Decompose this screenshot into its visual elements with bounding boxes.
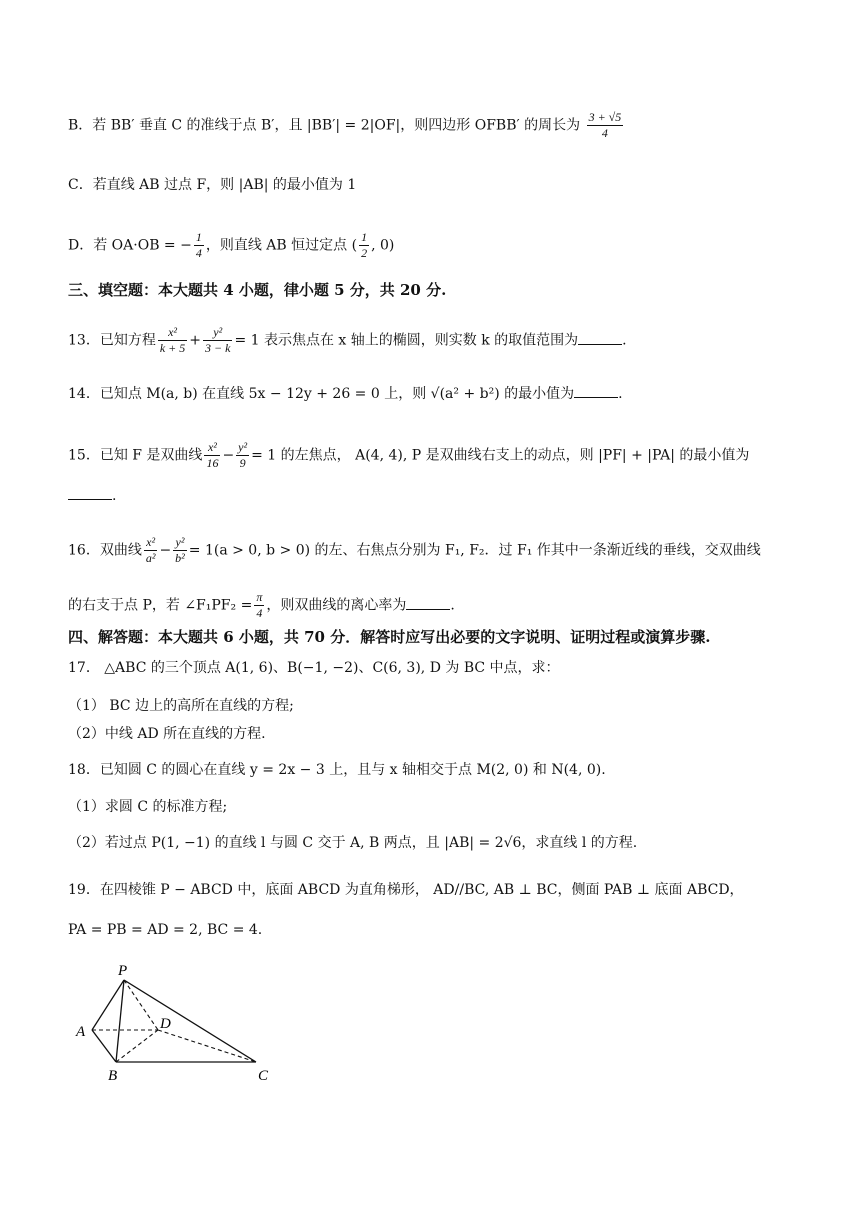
q14-end: . [618, 386, 623, 402]
edge-pc [124, 980, 256, 1062]
frac-den: 2 [361, 246, 368, 260]
label-d: D [160, 1016, 171, 1032]
q13-fraction-1 [158, 325, 187, 356]
option-b-text: B．若 BB′ 垂直 C 的准线于点 B′，且 |BB′| = 2|OF|，则四边形 OFBB′ 的周长为 [68, 117, 581, 134]
question-16 [68, 535, 761, 566]
option-b [68, 110, 625, 141]
question-19-line-2: PA = PB = AD = 2, BC = 4. [68, 922, 263, 938]
edge-ab [92, 1030, 116, 1062]
answer-blank [578, 330, 622, 345]
q16-line2-pre: 的右支于点 P，若 ∠F₁PF₂ = [68, 597, 253, 614]
q16-pre: 16．双曲线 [68, 542, 142, 559]
frac-num: y² [173, 535, 187, 551]
option-d-fraction-2 [359, 230, 369, 261]
question-13 [68, 325, 627, 356]
answer-blank [574, 383, 618, 398]
q15-end: . [112, 488, 117, 504]
q15-fraction-2 [236, 440, 249, 471]
frac-den: a² [145, 551, 156, 565]
edge-dc [158, 1030, 256, 1062]
label-b: B [108, 1068, 118, 1084]
option-b-fraction [587, 110, 624, 141]
frac-num: 1 [195, 230, 202, 244]
label-c: C [258, 1068, 269, 1084]
option-c [68, 175, 356, 195]
frac-den: 3 − k [205, 341, 231, 355]
question-16-line-2 [68, 590, 455, 621]
q15-post: = 1 的左焦点， A(4, 4), P 是双曲线右支上的动点，则 |PF| + |PA| 的最小值为 [251, 447, 750, 464]
question-18-stem: 18．已知圆 C 的圆心在直线 y = 2x − 3 上，且与 x 轴相交于点 M(2, 0) 和 N(4, 0). [68, 762, 606, 778]
question-18-part-2: （2）若过点 P(1, −1) 的直线 l 与圆 C 交于 A, B 两点，且 |AB| = 2√6，求直线 l 的方程. [68, 835, 638, 851]
frac-num: 1 [361, 230, 368, 244]
option-c-text: C．若直线 AB 过点 F，则 |AB| 的最小值为 1 [68, 177, 357, 193]
option-d-post: , 0) [371, 237, 395, 254]
q16-line2-post: ，则双曲线的离心率为 [266, 597, 407, 614]
frac-den: 4 [601, 126, 608, 140]
label-p: P [118, 963, 128, 979]
frac-num: y² [238, 440, 248, 454]
option-d-mid: ，则直线 AB 恒过定点 ( [205, 237, 358, 254]
answer-blank [68, 485, 112, 500]
q16-post: = 1(a > 0, b > 0) 的左、右焦点分别为 F₁, F₂．过 F₁ 作其中一条渐近线的垂线，交双曲线 [188, 542, 761, 559]
frac-den: k + 5 [159, 341, 186, 355]
q13-end: . [622, 332, 627, 349]
frac-den: 4 [195, 246, 202, 260]
frac-den: 4 [256, 606, 263, 620]
q16-fraction-3 [254, 590, 264, 621]
option-d-fraction-1 [194, 230, 204, 261]
q16-fraction-1 [144, 535, 158, 566]
q13-pre: 13．已知方程 [68, 332, 156, 349]
q13-fraction-2 [203, 325, 232, 356]
edge-pa [92, 980, 124, 1030]
frac-den: b² [175, 551, 185, 565]
frac-den: 9 [239, 456, 246, 470]
pyramid-figure [70, 960, 290, 1110]
frac-num: π [256, 590, 263, 604]
edge-bd [116, 1030, 158, 1062]
option-d [68, 230, 394, 261]
frac-num: x² [144, 535, 158, 551]
frac-den: 16 [206, 456, 219, 470]
question-15-answer-line [68, 485, 116, 506]
q16-end: . [450, 597, 455, 614]
option-d-pre: D．若 OA·OB = − [68, 237, 192, 254]
frac-num: y² [203, 325, 232, 341]
q13-mid: + [189, 332, 201, 349]
q14-text: 14．已知点 M(a, b) 在直线 5x − 12y + 26 = 0 上，则 √(a² + b²) 的最小值为 [68, 386, 575, 402]
frac-num: x² [204, 440, 220, 456]
q13-post: = 1 表示焦点在 x 轴上的椭圆，则实数 k 的取值范围为 [234, 332, 579, 349]
frac-num: x² [158, 325, 187, 341]
label-a: A [76, 1024, 86, 1040]
section-3-heading: 三、填空题：本大题共 4 小题，律小题 5 分，共 20 分. [68, 281, 447, 299]
question-18-part-1: （1）求圆 C 的标准方程; [68, 799, 228, 815]
question-17-stem: 17． △ABC 的三个顶点 A(1, 6)、B(−1, −2)、C(6, 3), D 为 BC 中点，求： [68, 660, 560, 676]
question-17-part-2: （2）中线 AD 所在直线的方程. [68, 726, 266, 742]
answer-blank [406, 595, 450, 610]
q15-pre: 15．已知 F 是双曲线 [68, 447, 203, 464]
question-19-line-1: 19．在四棱锥 P − ABCD 中，底面 ABCD 为直角梯形， AD//BC, AB ⊥ BC，侧面 PAB ⊥ 底面 ABCD， [68, 882, 744, 898]
edge-pb [116, 980, 124, 1062]
question-14 [68, 383, 623, 404]
question-17-part-1: （1） BC 边上的高所在直线的方程; [68, 698, 294, 714]
question-15 [68, 440, 749, 471]
q15-fraction-1 [204, 440, 220, 471]
q16-mid: − [159, 542, 172, 559]
q15-mid: − [222, 447, 235, 464]
edge-pd [124, 980, 158, 1030]
frac-num: 3 + √5 [588, 110, 622, 124]
q16-fraction-2 [173, 535, 187, 566]
section-4-heading: 四、解答题：本大题共 6 小题，共 70 分．解答时应写出必要的文字说明、证明过程或演算步骤. [68, 628, 711, 646]
